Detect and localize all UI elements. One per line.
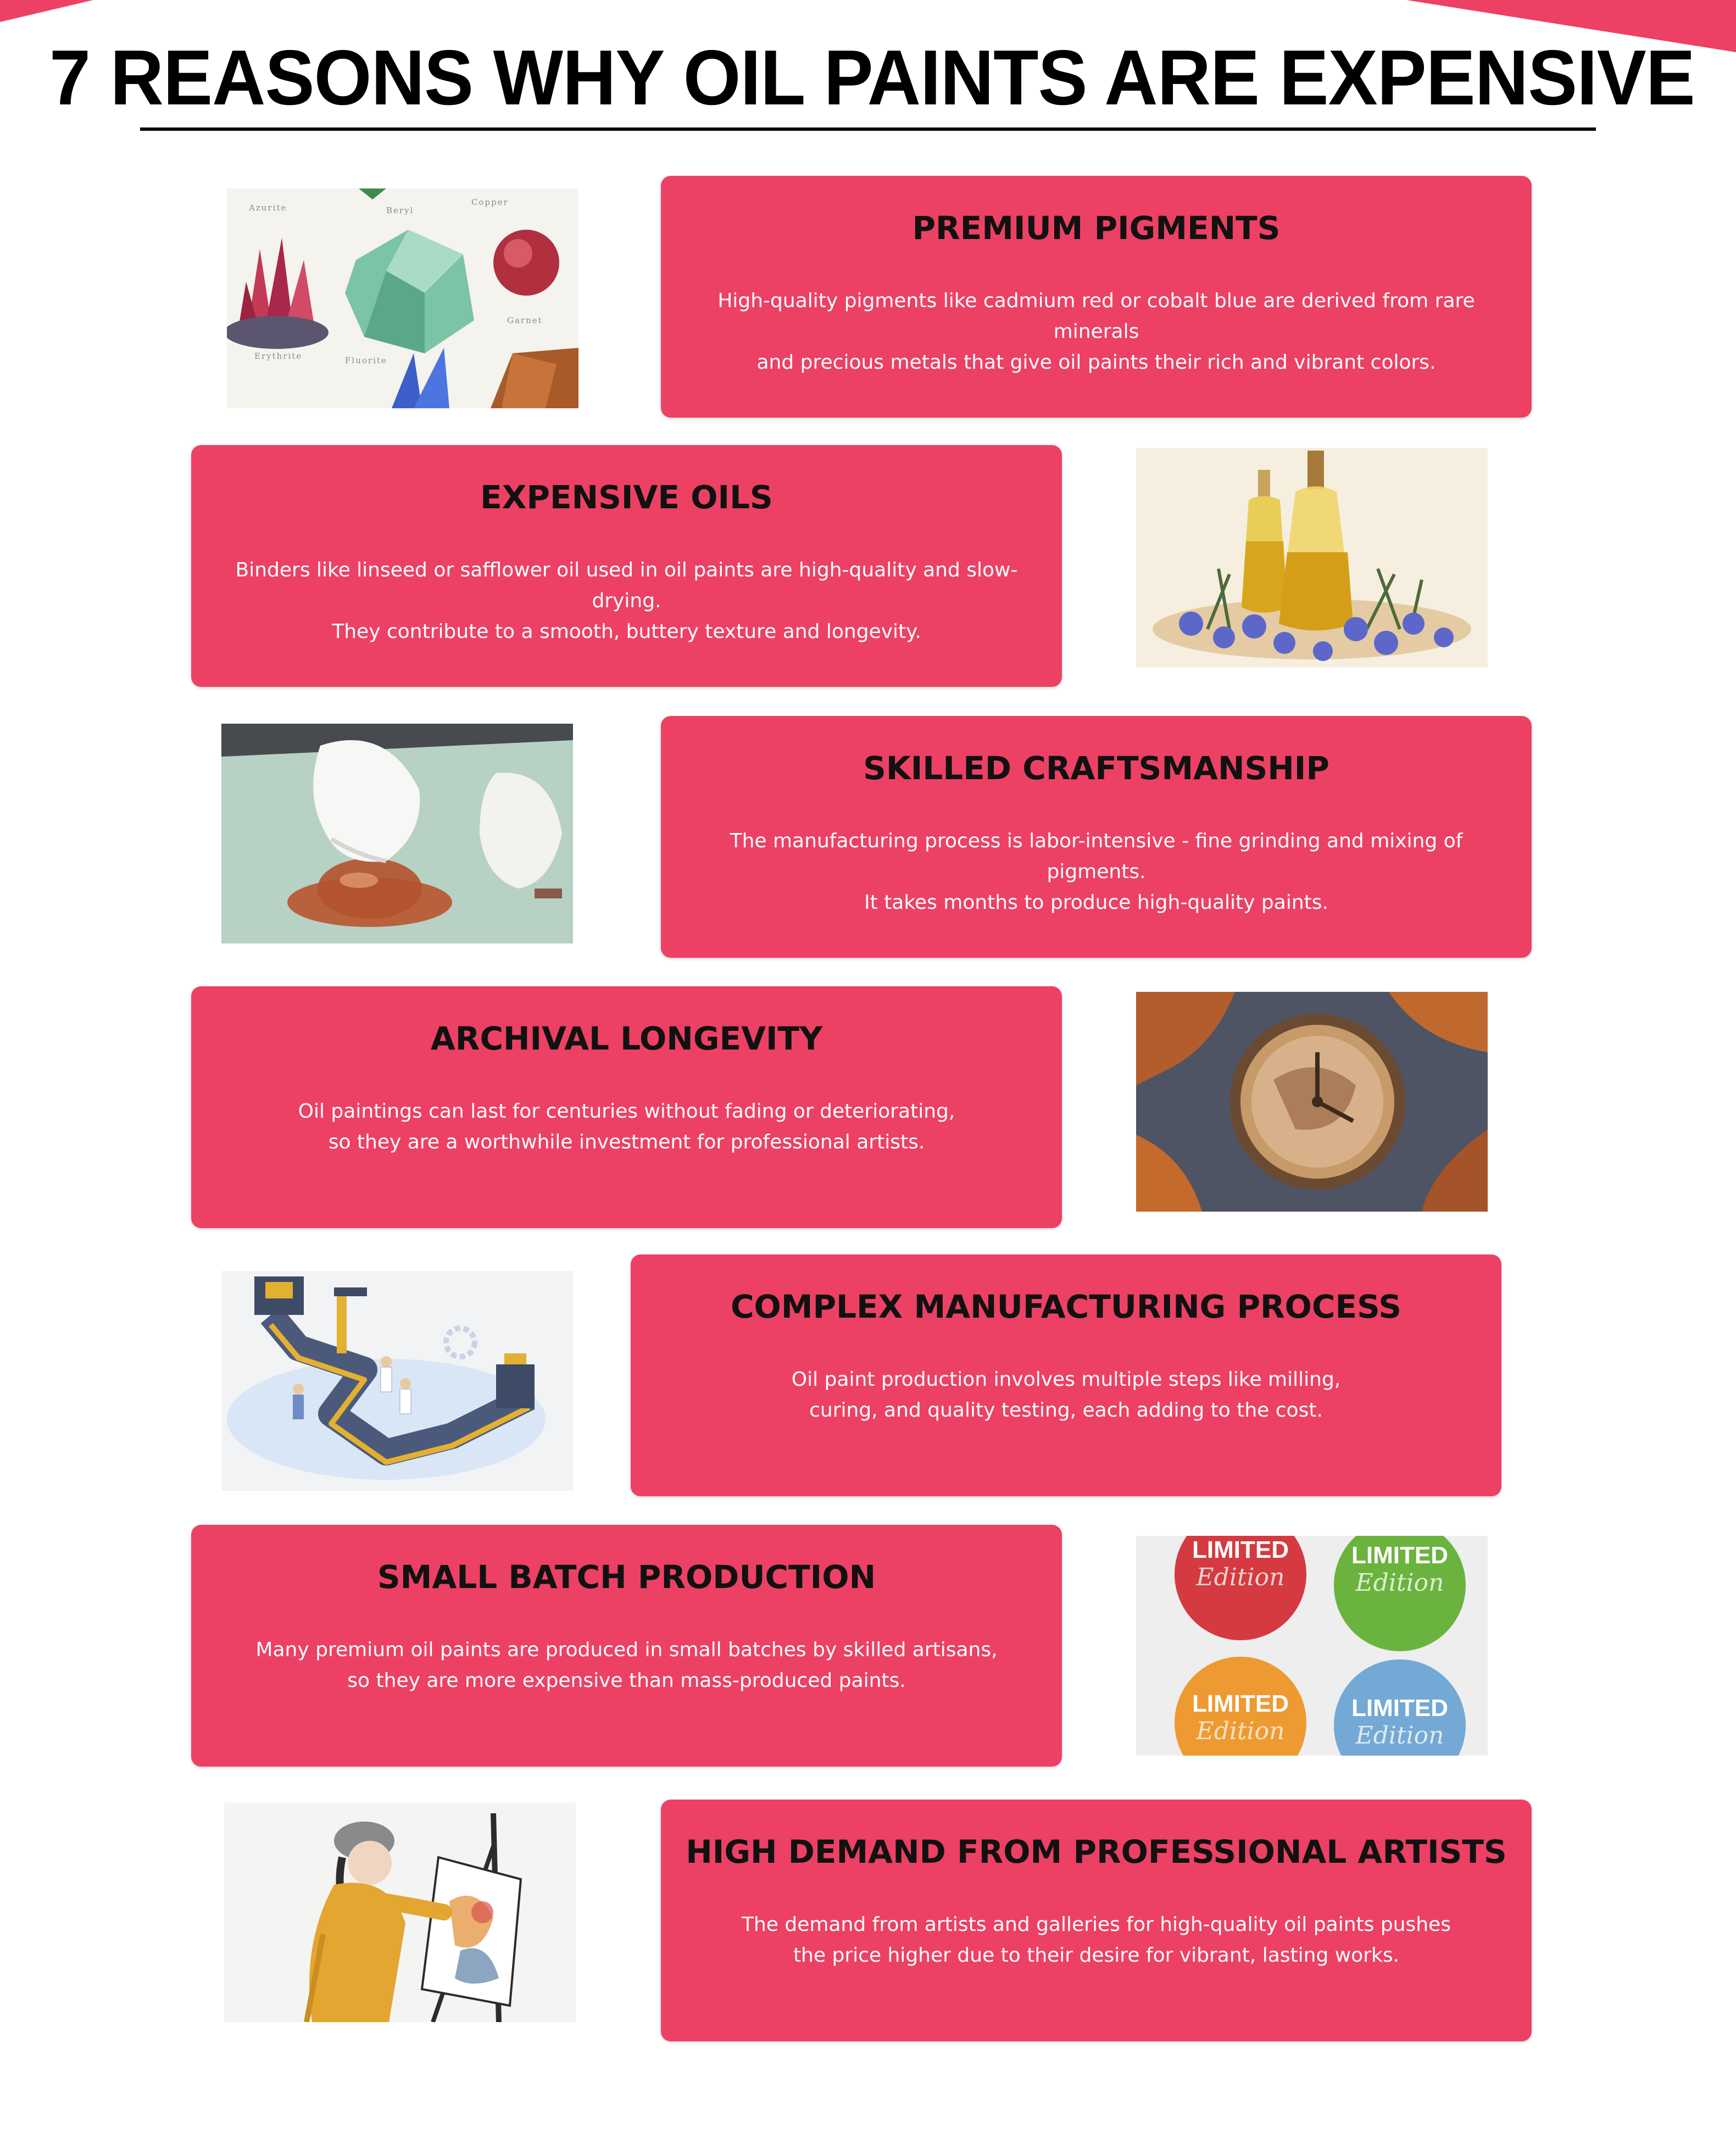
reason-title: SKILLED CRAFTSMANSHIP (863, 750, 1329, 787)
reason-description: The demand from artists and galleries for high-quality oil paints pushes the price higher due to their desire for vibrant, lasting works. (742, 1913, 1451, 1967)
sticker-text-edition: Edition (1196, 1563, 1285, 1591)
title-divider (140, 127, 1596, 131)
antique-clock-painting (1136, 992, 1488, 1212)
reason-card-complex-manufacturing (631, 1254, 1501, 1496)
reason-title: HIGH DEMAND FROM PROFESSIONAL ARTISTS (686, 1833, 1507, 1870)
sticker-text-limited: LIMITED (1192, 1690, 1289, 1717)
reason-card-small-batch (191, 1525, 1062, 1767)
reason-title: EXPENSIVE OILS (480, 479, 773, 516)
reason-description: Many premium oil paints are produced in small batches by skilled artisans, so they are more expensive than mass-produced paints. (255, 1639, 998, 1692)
mineral-label-fluorite: Fluorite (345, 356, 387, 365)
page-title: 7 REASONS WHY OIL PAINTS ARE EXPENSIVE (49, 34, 1695, 121)
reason-title: COMPLEX MANUFACTURING PROCESS (730, 1288, 1402, 1325)
reason-description: High-quality pigments like cadmium red or cobalt blue are derived from rare minerals and precious metals that give oil paints their rich and vibrant colors. (717, 290, 1475, 374)
mineral-label-copper: Copper (471, 197, 509, 207)
gloved-hands-mulling-pigment (221, 724, 573, 943)
sticker-text-limited: LIMITED (1192, 1536, 1289, 1563)
reason-description: Binders like linseed or safflower oil used in oil paints are high-quality and slow-drying. They contribute to a smooth, buttery texture and longevity. (235, 559, 1018, 643)
factory-conveyor-illustration (221, 1271, 573, 1491)
reason-description: Oil paint production involves multiple steps like milling, curing, and quality testing, each adding to the cost. (791, 1368, 1341, 1422)
mineral-label-erythrite: Erythrite (254, 351, 303, 361)
reason-card-archival-longevity (191, 986, 1062, 1228)
mineral-label-garnet: Garnet (507, 315, 543, 325)
reason-title: ARCHIVAL LONGEVITY (430, 1020, 823, 1057)
reason-title: PREMIUM PIGMENTS (912, 209, 1281, 247)
limited-edition-stickers (1136, 1536, 1488, 1756)
reason-card-skilled-craftsmanship (661, 716, 1532, 958)
sticker-text-edition: Edition (1196, 1717, 1285, 1745)
sticker-text-limited: LIMITED (1351, 1695, 1448, 1722)
mineral-label-azurite: Azurite (249, 203, 287, 213)
sticker-text-limited: LIMITED (1351, 1542, 1448, 1569)
reason-description: The manufacturing process is labor-intensive - fine grinding and mixing of pigments. It takes months to produce high-quality paints. (730, 830, 1463, 914)
mineral-label-beryl: Beryl (386, 206, 414, 215)
sticker-text-edition: Edition (1355, 1722, 1444, 1750)
sticker-text-edition: Edition (1355, 1569, 1444, 1597)
oil-bottles-with-flax-flowers (1136, 448, 1488, 668)
mineral-crystals-illustration (227, 188, 578, 408)
artist-painting-at-easel (224, 1802, 576, 2022)
reason-card-high-demand (661, 1800, 1532, 2041)
reason-card-expensive-oils (191, 445, 1062, 687)
reason-description: Oil paintings can last for centuries without fading or deteriorating, so they are a worthwhile investment for professional artists. (298, 1100, 955, 1153)
reason-card-premium-pigments (661, 176, 1532, 418)
reason-title: SMALL BATCH PRODUCTION (377, 1558, 876, 1596)
